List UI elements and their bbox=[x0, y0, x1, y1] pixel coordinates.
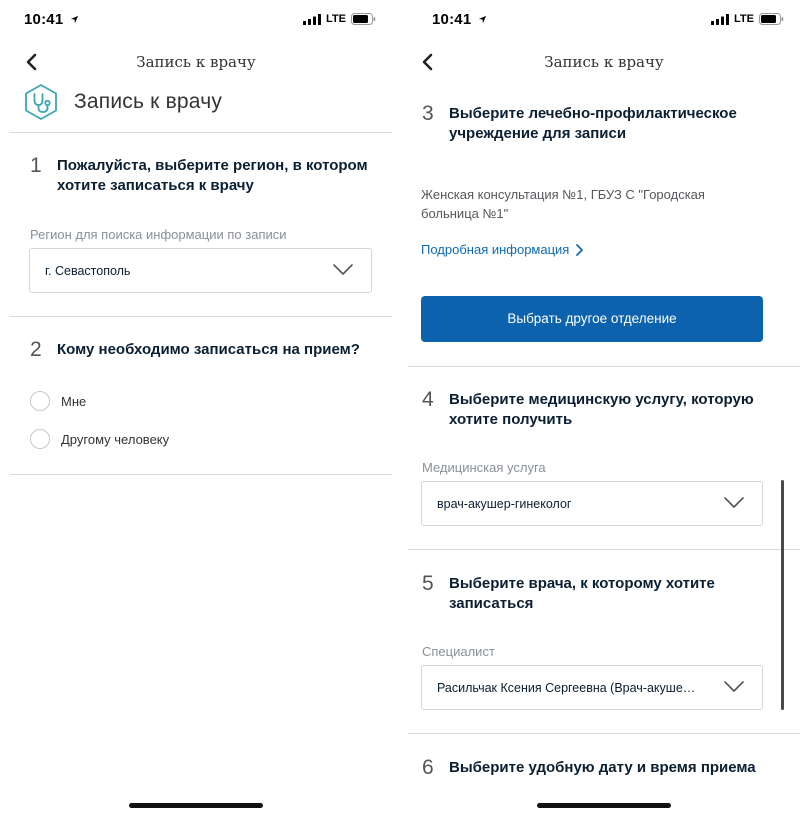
status-indicators bbox=[711, 13, 784, 25]
nav-title: Запись к врачу bbox=[136, 53, 256, 71]
nav-bar bbox=[408, 44, 800, 80]
step-4-title-line-1: Выберите медицинскую услугу, которую bbox=[449, 391, 754, 408]
home-indicator[interactable] bbox=[129, 803, 263, 808]
step-1-title-line-1: Пожалуйста, выберите регион, в котором bbox=[57, 157, 368, 174]
status-indicators bbox=[303, 13, 376, 25]
specialist-select-value: Расильчак Ксения Сергеевна (Врач-акуше… bbox=[437, 681, 696, 695]
chevron-down-icon bbox=[724, 680, 744, 694]
chevron-right-icon bbox=[575, 244, 583, 256]
chevron-down-icon bbox=[333, 263, 353, 277]
home-indicator[interactable] bbox=[537, 803, 671, 808]
step-5-title-line-2: записаться bbox=[449, 595, 534, 612]
institution-name-line-1: Женская консультация №1, ГБУЗ С "Городская bbox=[421, 187, 705, 202]
right-screen bbox=[408, 0, 800, 822]
divider bbox=[408, 366, 800, 367]
step-1-title-line-2: хотите записаться к врачу bbox=[57, 177, 254, 194]
medical-service-field-label: Медицинская услуга bbox=[422, 460, 546, 475]
radio-circle[interactable] bbox=[30, 429, 50, 449]
network-label: LTE bbox=[734, 13, 754, 25]
radio-option-me[interactable] bbox=[30, 391, 86, 411]
step-5-number: 5 bbox=[422, 572, 434, 595]
left-screen bbox=[0, 0, 392, 822]
medical-service-select[interactable] bbox=[421, 481, 763, 526]
step-5-title-line-1: Выберите врача, к которому хотите bbox=[449, 575, 715, 592]
location-arrow-icon bbox=[478, 15, 487, 24]
battery-icon bbox=[759, 13, 784, 25]
radio-label-other-person: Другому человеку bbox=[61, 431, 170, 447]
radio-option-other-person[interactable] bbox=[30, 429, 169, 449]
details-link-label[interactable]: Подробная информация bbox=[421, 242, 570, 257]
step-3-title-line-2: учреждение для записи bbox=[449, 125, 627, 142]
specialist-select[interactable] bbox=[421, 665, 763, 710]
region-field-label: Регион для поиска информации по записи bbox=[30, 227, 287, 242]
chevron-down-icon bbox=[724, 496, 744, 510]
status-time: 10:41 bbox=[432, 11, 487, 28]
page-header bbox=[22, 82, 222, 122]
step-1-number: 1 bbox=[30, 154, 42, 177]
region-select-value: г. Севастополь bbox=[45, 264, 131, 278]
medical-service-select-value: врач-акушер-гинеколог bbox=[437, 497, 572, 511]
divider bbox=[10, 474, 392, 475]
radio-label-me: Мне bbox=[61, 393, 87, 409]
step-6-title: Выберите удобную дату и время приема bbox=[449, 759, 756, 776]
location-arrow-icon bbox=[70, 15, 79, 24]
details-link[interactable] bbox=[421, 242, 583, 257]
specialist-field-label: Специалист bbox=[422, 644, 495, 659]
divider bbox=[408, 733, 800, 734]
step-2-number: 2 bbox=[30, 338, 42, 361]
step-2-title: Кому необходимо записаться на прием? bbox=[57, 341, 360, 358]
region-select[interactable] bbox=[29, 248, 372, 293]
nav-bar bbox=[0, 44, 392, 80]
step-4-number: 4 bbox=[422, 388, 434, 411]
signal-icon bbox=[303, 14, 321, 25]
status-time: 10:41 bbox=[24, 11, 79, 28]
institution-name-line-2: больница №1" bbox=[421, 206, 509, 221]
stethoscope-icon bbox=[22, 83, 60, 121]
network-label: LTE bbox=[326, 13, 346, 25]
status-bar bbox=[0, 0, 392, 40]
step-6-number: 6 bbox=[422, 756, 434, 779]
nav-title: Запись к врачу bbox=[544, 53, 664, 71]
divider bbox=[10, 316, 392, 317]
choose-other-department-button[interactable]: Выбрать другое отделение bbox=[421, 296, 763, 342]
divider bbox=[408, 549, 800, 550]
radio-circle[interactable] bbox=[30, 391, 50, 411]
step-4-title-line-2: хотите получить bbox=[449, 411, 573, 428]
battery-icon bbox=[351, 13, 376, 25]
signal-icon bbox=[711, 14, 729, 25]
page-title: Запись к врачу bbox=[74, 90, 223, 113]
step-3-number: 3 bbox=[422, 102, 434, 125]
step-3-title-line-1: Выберите лечебно-профилактическое bbox=[449, 105, 737, 122]
status-bar bbox=[408, 0, 800, 40]
scrollbar[interactable] bbox=[781, 480, 784, 710]
divider bbox=[10, 132, 392, 133]
